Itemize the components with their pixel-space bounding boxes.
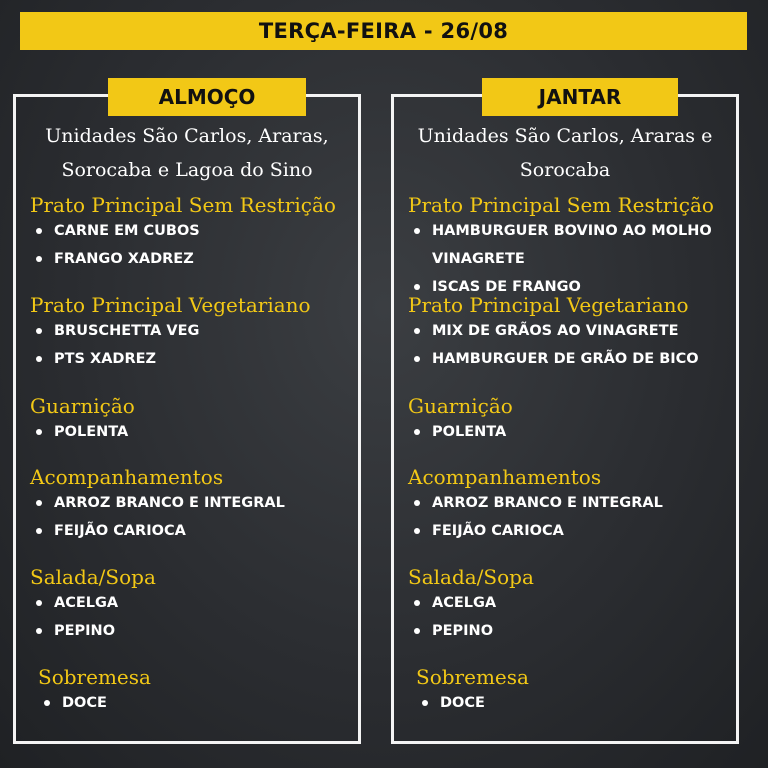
dinner-salad-section — [408, 565, 534, 645]
dinner-units-line1: Unidades São Carlos, Araras e — [417, 125, 713, 147]
lunch-dessert-title: Sobremesa — [38, 665, 151, 689]
list-item: PEPINO — [30, 617, 156, 645]
dinner-main-list — [408, 217, 714, 301]
dinner-tab — [482, 78, 678, 116]
dinner-panel — [391, 85, 739, 744]
dinner-label: JANTAR — [538, 85, 622, 109]
dinner-main-title: Prato Principal Sem Restrição — [408, 193, 714, 217]
lunch-main-list — [30, 217, 336, 273]
list-item: PEPINO — [408, 617, 534, 645]
date-title: TERÇA-FEIRA - 26/08 — [258, 19, 509, 43]
list-item: POLENTA — [408, 418, 513, 446]
dinner-garnish-list — [408, 418, 513, 446]
list-item — [408, 217, 714, 273]
lunch-dessert-section — [38, 665, 151, 717]
list-item: MIX DE GRÃOS AO VINAGRETE — [408, 317, 699, 345]
dinner-garnish-section — [408, 394, 513, 446]
lunch-salad-title: Salada/Sopa — [30, 565, 156, 589]
dinner-units-line2: Sorocaba — [519, 159, 611, 181]
dinner-sides-title: Acompanhamentos — [408, 465, 602, 489]
lunch-sides-title: Acompanhamentos — [30, 465, 224, 489]
dinner-garnish-title: Guarnição — [408, 394, 513, 418]
list-item: ISCAS DE FRANGO — [408, 273, 714, 301]
lunch-veg-title: Prato Principal Vegetariano — [30, 293, 311, 317]
date-header — [20, 12, 747, 50]
lunch-garnish-section — [30, 394, 135, 446]
list-item: FEIJÃO CARIOCA — [30, 517, 285, 545]
dinner-veg-list — [408, 317, 699, 373]
list-item: PTS XADREZ — [30, 345, 311, 373]
dinner-salad-title: Salada/Sopa — [408, 565, 534, 589]
list-item: BRUSCHETTA VEG — [30, 317, 311, 345]
list-item: FEIJÃO CARIOCA — [408, 517, 663, 545]
lunch-main-title: Prato Principal Sem Restrição — [30, 193, 336, 217]
dinner-units — [394, 119, 736, 187]
list-item: HAMBURGUER DE GRÃO DE BICO — [408, 345, 699, 373]
list-item: ACELGA — [408, 589, 534, 617]
dinner-dessert-list — [416, 689, 529, 717]
lunch-units-line2: Sorocaba e Lagoa do Sino — [61, 159, 313, 181]
lunch-units — [16, 119, 358, 187]
lunch-garnish-title: Guarnição — [30, 394, 135, 418]
lunch-salad-list — [30, 589, 156, 645]
lunch-dessert-list — [38, 689, 151, 717]
list-item-line: VINAGRETE — [432, 251, 525, 267]
dinner-dessert-title: Sobremesa — [416, 665, 529, 689]
list-item: ACELGA — [30, 589, 156, 617]
dinner-veg-title: Prato Principal Vegetariano — [408, 293, 689, 317]
list-item: ARROZ BRANCO E INTEGRAL — [408, 489, 663, 517]
dinner-main-section — [408, 193, 714, 301]
lunch-garnish-list — [30, 418, 135, 446]
dinner-sides-list — [408, 489, 663, 545]
lunch-units-line1: Unidades São Carlos, Araras, — [45, 125, 329, 147]
list-item: POLENTA — [30, 418, 135, 446]
list-item: ARROZ BRANCO E INTEGRAL — [30, 489, 285, 517]
list-item: DOCE — [416, 689, 529, 717]
list-item: CARNE EM CUBOS — [30, 217, 336, 245]
lunch-salad-section — [30, 565, 156, 645]
lunch-panel — [13, 85, 361, 744]
lunch-sides-section — [30, 465, 285, 545]
lunch-veg-list — [30, 317, 311, 373]
dinner-salad-list — [408, 589, 534, 645]
list-item: DOCE — [38, 689, 151, 717]
dinner-veg-section — [408, 293, 699, 373]
lunch-label: ALMOÇO — [158, 85, 256, 109]
list-item-line: HAMBURGUER BOVINO AO MOLHO — [432, 223, 712, 239]
dinner-dessert-section — [416, 665, 529, 717]
list-item: FRANGO XADREZ — [30, 245, 336, 273]
lunch-sides-list — [30, 489, 285, 545]
dinner-sides-section — [408, 465, 663, 545]
lunch-main-section — [30, 193, 336, 273]
lunch-veg-section — [30, 293, 311, 373]
lunch-tab — [108, 78, 306, 116]
